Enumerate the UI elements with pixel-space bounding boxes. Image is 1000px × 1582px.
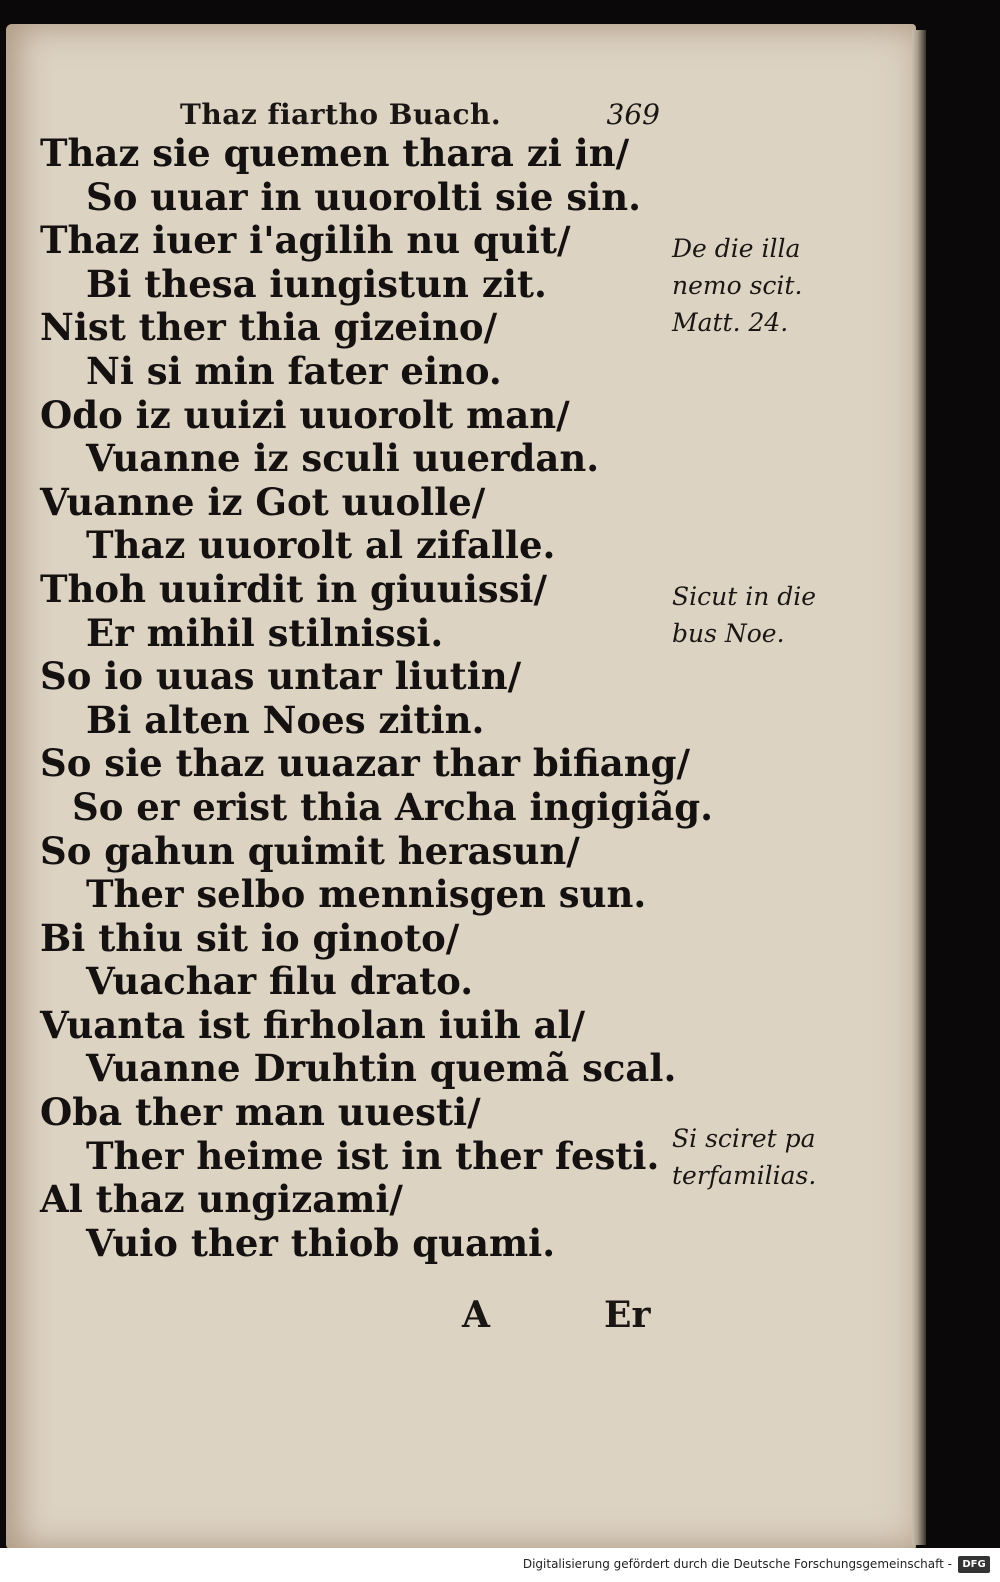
verse-line: Ni si min fater eino. — [86, 348, 502, 393]
margin-note-line: nemo scit. — [672, 271, 803, 300]
margin-note-line: Matt. 24. — [672, 308, 789, 337]
page-number: 369 — [606, 98, 660, 131]
verse-line: Thaz uuorolt al zifalle. — [86, 523, 556, 568]
verse-line: Bi thiu sit io ginoto/ — [40, 915, 460, 960]
verse-line: So io uuas untar liutin/ — [40, 654, 522, 699]
verse-line: Al thaz ungizami/ — [40, 1177, 403, 1222]
verse-line: Vuachar filu drato. — [86, 959, 474, 1004]
verse-line: Vuanne Druhtin quemã scal. — [86, 1046, 677, 1091]
verse-line: Bi alten Noes zitin. — [86, 697, 485, 742]
verse-line: Odo iz uuizi uuorolt man/ — [40, 392, 570, 437]
funding-credit: Digitalisierung gefördert durch die Deutsche Forschungsgemeinschaft - — [522, 1557, 952, 1571]
margin-note-line: Sicut in die — [672, 582, 817, 611]
page-edge — [912, 30, 926, 1545]
catchword: Er — [604, 1294, 651, 1336]
margin-note-3 — [672, 1120, 816, 1194]
verse-line: Er mihil stilnissi. — [86, 610, 444, 655]
margin-note-line: terfamilias. — [672, 1161, 817, 1190]
verse-line: Oba ther man uuesti/ — [40, 1090, 481, 1135]
verse-line: Thaz iuer i'agilih nu quit/ — [40, 218, 571, 263]
running-head: Thaz fiartho Buach. — [180, 98, 502, 131]
margin-note-1 — [672, 230, 802, 341]
verse-line: Nist ther thia gizeino/ — [40, 305, 498, 350]
margin-note-line: Si sciret pa — [672, 1124, 816, 1153]
footer-bar — [0, 1548, 1000, 1582]
verse-line: Vuanne iz Got uuolle/ — [40, 479, 486, 524]
verse-line: Vuanta ist firholan iuih al/ — [40, 1002, 586, 1047]
verse-line: Vuio ther thiob quami. — [86, 1220, 556, 1265]
verse-line: Bi thesa iungistun zit. — [86, 261, 547, 306]
verse-line: Vuanne iz sculi uuerdan. — [86, 436, 600, 481]
verse-line: So sie thaz uuazar thar bifiang/ — [40, 741, 691, 786]
margin-note-2 — [672, 578, 816, 652]
margin-note-line: bus Noe. — [672, 619, 785, 648]
verse-line: Ther selbo mennisgen sun. — [86, 872, 647, 917]
verse-block — [40, 131, 714, 1265]
verse-line: So er erist thia Archa ingigiãg. — [72, 784, 714, 829]
verse-line: Thoh uuirdit in giuuissi/ — [40, 566, 547, 611]
verse-line: So uuar in uuorolti sie sin. — [86, 174, 641, 219]
verse-line: Ther heime ist in ther festi. — [86, 1133, 660, 1178]
verse-line: So gahun quimit herasun/ — [40, 828, 580, 873]
verse-line: Thaz sie quemen thara zi in/ — [40, 131, 630, 175]
margin-note-line: De die illa — [672, 234, 801, 263]
dfg-logo-icon: DFG — [958, 1556, 990, 1573]
signature-mark: A — [462, 1294, 490, 1336]
